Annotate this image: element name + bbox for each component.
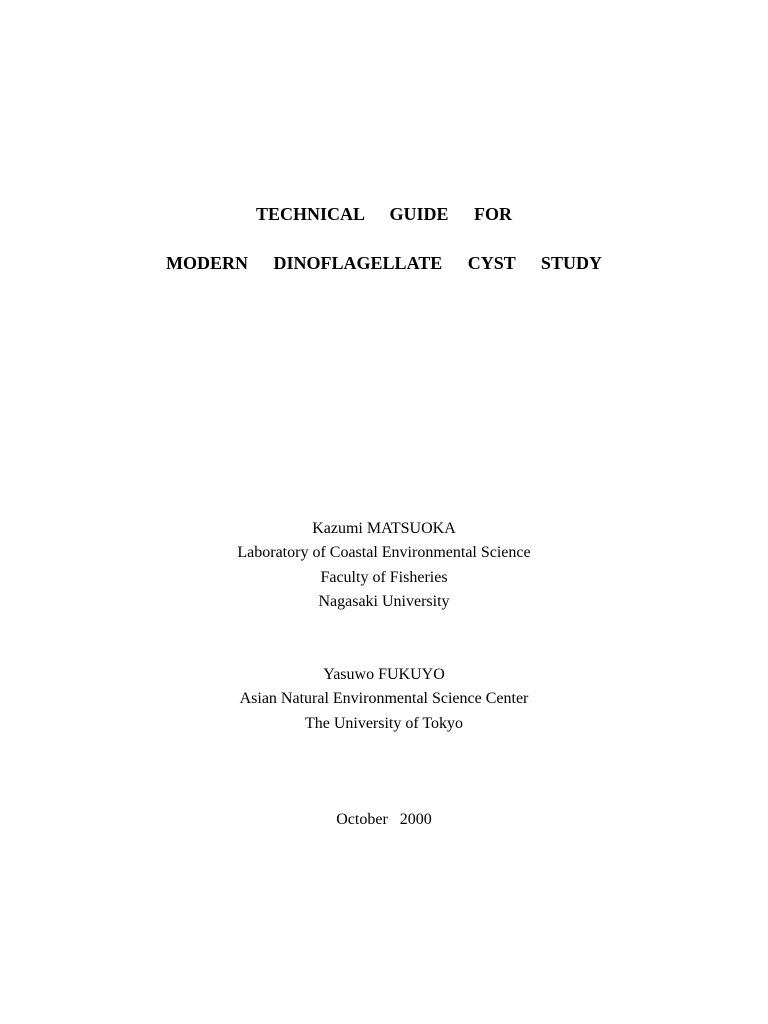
author-affiliation-line: Laboratory of Coastal Environmental Science [237, 544, 531, 561]
publication-date: October 2000 [336, 811, 432, 828]
author-affiliation-line: Faculty of Fisheries [320, 569, 448, 586]
author-name: Kazumi MATSUOKA [312, 520, 456, 537]
document-title-line-2: MODERN DINOFLAGELLATE CYST STUDY [166, 253, 602, 273]
author-affiliation-line: Nagasaki University [318, 593, 450, 610]
author-affiliation-line: The University of Tokyo [304, 715, 464, 732]
author-name: Yasuwo FUKUYO [323, 666, 445, 683]
author-affiliation-line: Asian Natural Environmental Science Center [239, 690, 529, 707]
document-title-line-1: TECHNICAL GUIDE FOR [255, 204, 513, 224]
